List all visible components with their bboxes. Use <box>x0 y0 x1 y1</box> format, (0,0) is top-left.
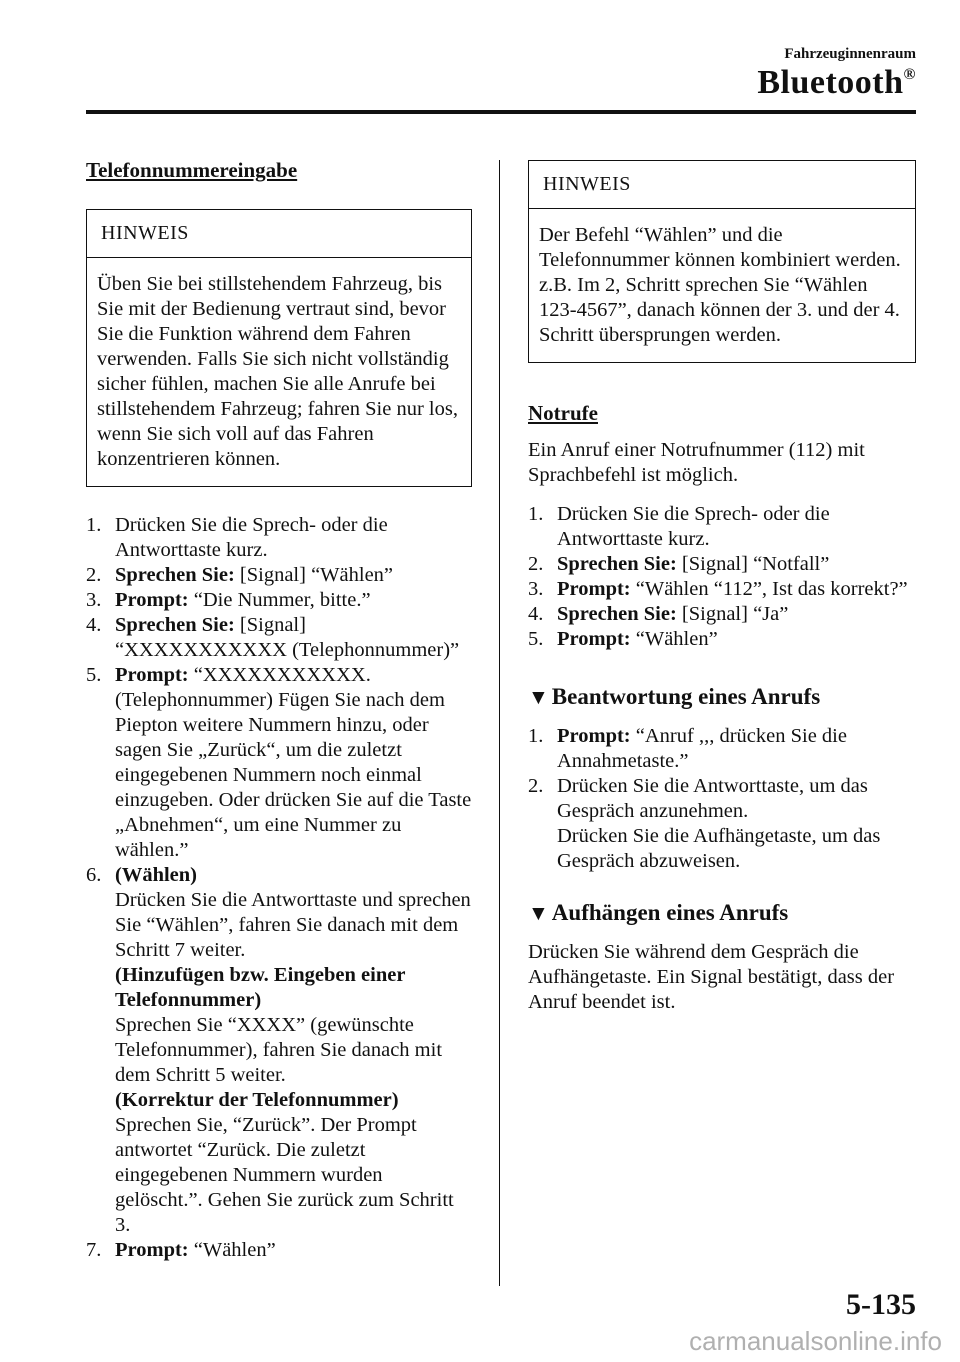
list-item <box>528 724 916 774</box>
step-text: Drücken Sie die Sprech- oder die Antworttaste kurz. <box>115 514 388 561</box>
list-item <box>528 502 916 552</box>
step-number: 1. <box>528 725 544 747</box>
answer-title: Beantwortung eines Anrufs <box>551 684 821 709</box>
step-number: 2. <box>528 775 544 797</box>
list-item <box>86 513 472 563</box>
step-number: 3. <box>528 578 544 600</box>
step-text: [Signal] “XXXXXXXXXXX (Telephonnummer)” <box>115 614 460 661</box>
list-item <box>86 863 472 1238</box>
step-text: Drücken Sie die Antworttaste und sprechen Sie “Wählen”, fahren Sie danach mit dem Schritt 7 weiter. <box>115 889 471 961</box>
note-body <box>529 209 915 362</box>
list-item <box>528 552 916 577</box>
registered-mark: ® <box>903 66 916 83</box>
step-text: “Wählen” <box>188 1239 276 1261</box>
step-text: Sprechen Sie, “Zurück”. Der Prompt antwortet “Zurück. Die zuletzt eingegebenen Nummern wurden gelöscht.”. Gehen Sie zurück zum Schritt 3. <box>115 1114 454 1236</box>
step-label: Prompt: <box>115 664 189 686</box>
list-item <box>86 1238 472 1263</box>
step-list <box>86 513 472 1263</box>
step-text: Drücken Sie die Antworttaste, um das Gespräch anzunehmen. <box>557 775 868 822</box>
notrufe-heading: Notrufe <box>528 401 598 425</box>
watermark: carmanualsonline.info <box>689 1326 942 1356</box>
step-label: Prompt: <box>115 589 189 611</box>
step-number: 5. <box>528 628 544 650</box>
step-number: 4. <box>86 614 102 636</box>
note-body: Üben Sie bei stillstehendem Fahrzeug, bis Sie mit der Bedienung vertraut sind, bevor Sie die Funktion während dem Fahren verwenden. Falls Sie sich nicht vollständig sicher fühlen, machen Sie alle Anrufe bei stillstehendem Fahrzeug; fahren Sie nur los, wenn Sie sich voll auf das Fahren konzentrieren können. <box>97 273 458 470</box>
note-head: HINWEIS <box>87 210 471 258</box>
note-box <box>86 209 472 487</box>
step-label: Prompt: <box>115 1239 189 1261</box>
step-text: Sprechen Sie “XXXX” (gewünschte Telefonnummer), fahren Sie danach mit dem Schritt 5 weiter. <box>115 1014 443 1086</box>
step-label: (Wählen) <box>115 864 197 886</box>
note-text: Der Befehl “Wählen” und die Telefonnummer können kombiniert werden. <box>539 224 901 271</box>
right-column <box>528 160 916 1015</box>
step-label: Prompt: <box>557 578 631 600</box>
step-text: [Signal] “Wählen” <box>234 564 394 586</box>
step-sublabel: (Korrektur der Telefonnummer) <box>115 1089 399 1111</box>
hangup-title: Aufhängen eines Anrufs <box>551 900 789 925</box>
left-column <box>86 158 472 1263</box>
step-number: 1. <box>528 503 544 525</box>
column-divider <box>499 160 500 1286</box>
step-number: 2. <box>86 564 102 586</box>
step-number: 4. <box>528 603 544 625</box>
step-text: “XXXXXXXXXXX. (Telephonnummer) Fügen Sie nach dem Piepton weitere Nummern hinzu, oder sagen Sie „Zurück“, um die zuletzt eingegebenen Nummern noch einmal einzugeben. Oder drücken Sie auf die Taste „Abnehmen“, um eine Nummer zu wählen.” <box>115 664 472 861</box>
step-label: Prompt: <box>557 725 631 747</box>
list-item <box>86 588 472 613</box>
step-label: Sprechen Sie: <box>115 564 235 586</box>
header-rule <box>86 110 916 114</box>
step-text: Drücken Sie die Aufhängetaste, um das Gespräch abzuweisen. <box>557 825 881 872</box>
step-number: 7. <box>86 1239 102 1261</box>
chapter-title <box>757 64 916 102</box>
step-label: Sprechen Sie: <box>557 603 677 625</box>
step-label: Sprechen Sie: <box>557 553 677 575</box>
notrufe-text: Ein Anruf einer Notrufnummer (112) mit Sprachbefehl ist möglich. <box>528 439 865 486</box>
step-number: 5. <box>86 664 102 686</box>
step-text: “Anruf ,,, drücken Sie die Annahmetaste.” <box>557 725 847 772</box>
hangup-heading <box>528 900 916 926</box>
chapter-name: Bluetooth <box>757 64 904 101</box>
triangle-down-icon: ▼ <box>528 685 549 709</box>
telefonnummer-heading: Telefonnummereingabe <box>86 158 298 182</box>
answer-step-list <box>528 724 916 874</box>
step-text: “Wählen” <box>630 628 718 650</box>
hangup-text: Drücken Sie während dem Gespräch die Aufhängetaste. Ein Signal bestätigt, dass der Anruf beendet ist. <box>528 941 895 1013</box>
step-text: “Wählen “112”, Ist das korrekt?” <box>630 578 908 600</box>
step-label: Prompt: <box>557 628 631 650</box>
list-item <box>86 613 472 663</box>
note-text: z.B. Im 2, Schritt sprechen Sie “Wählen 123-4567”, danach können der 3. und der 4. Schritt übersprungen werden. <box>539 274 900 346</box>
step-sublabel: (Hinzufügen bzw. Eingeben einer Telefonnummer) <box>115 964 406 1011</box>
section-title: Fahrzeuginnenraum <box>784 46 916 62</box>
triangle-down-icon: ▼ <box>528 901 549 925</box>
step-text: [Signal] “Notfall” <box>676 553 830 575</box>
step-number: 6. <box>86 864 102 886</box>
list-item <box>528 602 916 627</box>
note-box <box>528 160 916 363</box>
answer-heading <box>528 684 916 710</box>
list-item <box>528 774 916 874</box>
step-text: Drücken Sie die Sprech- oder die Antworttaste kurz. <box>557 503 830 550</box>
list-item <box>528 577 916 602</box>
list-item <box>86 663 472 863</box>
note-head: HINWEIS <box>529 161 915 209</box>
notrufe-step-list <box>528 502 916 652</box>
list-item <box>528 627 916 652</box>
step-number: 3. <box>86 589 102 611</box>
step-label: Sprechen Sie: <box>115 614 235 636</box>
step-number: 1. <box>86 514 102 536</box>
step-number: 2. <box>528 553 544 575</box>
list-item <box>86 563 472 588</box>
page-number: 5-135 <box>846 1288 916 1321</box>
step-text: [Signal] “Ja” <box>676 603 789 625</box>
step-text: “Die Nummer, bitte.” <box>188 589 371 611</box>
